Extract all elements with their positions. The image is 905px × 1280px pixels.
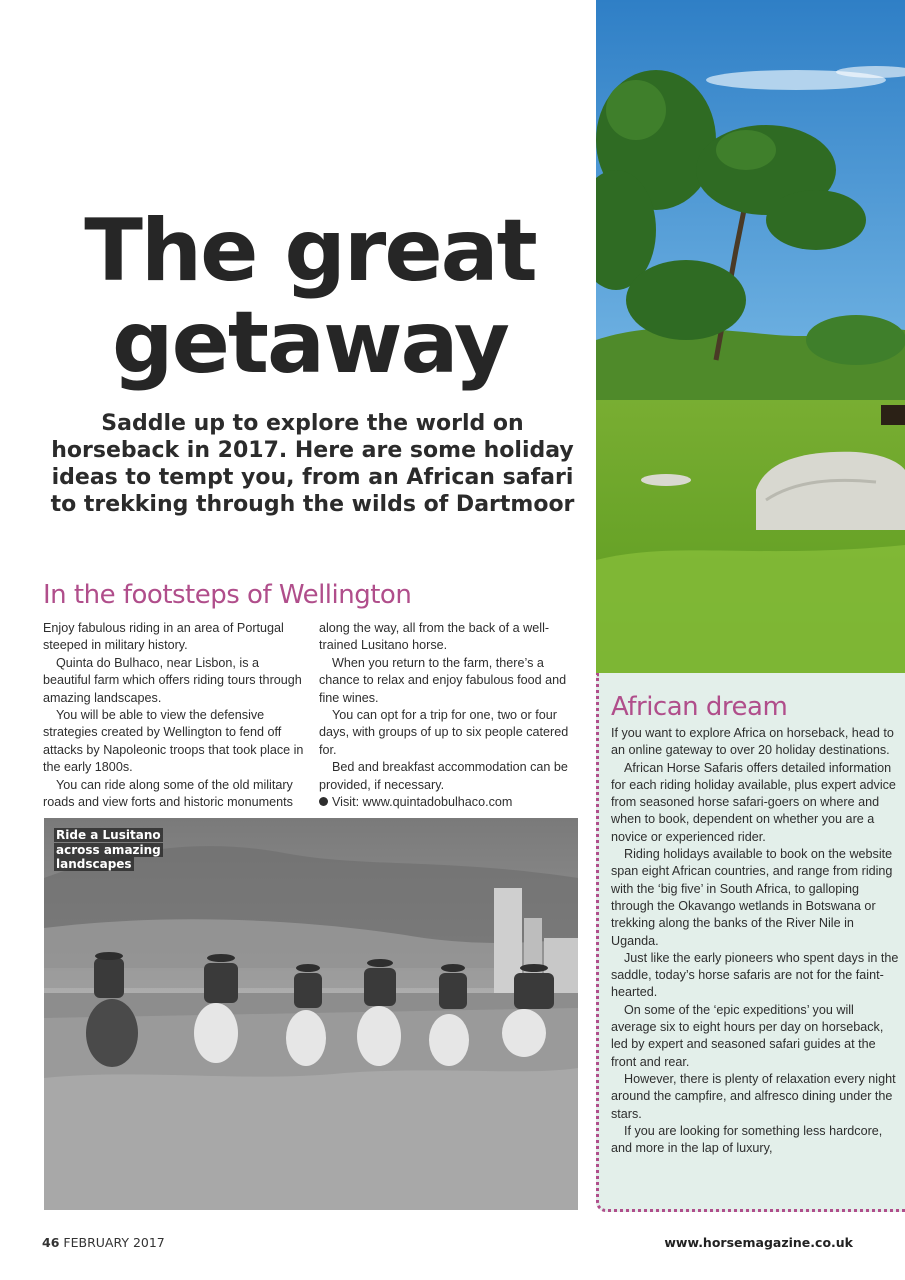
paragraph: Just like the early pioneers who spent days in the saddle, today’s horse safaris are not for the faint-hearted.	[611, 950, 899, 1000]
paragraph: If you are looking for something less hardcore, and more in the lap of luxury,	[611, 1123, 883, 1156]
website-link[interactable]: www.horsemagazine.co.uk	[664, 1235, 853, 1250]
riders-photo-illustration	[44, 818, 578, 1210]
headline-line1: The great	[84, 201, 536, 301]
bullet-icon	[319, 797, 328, 806]
issue-date: FEBRUARY 2017	[63, 1235, 165, 1250]
paragraph: Riding holidays available to book on the website span eight African countries, and range from riding with the ‘big five’ in South Africa, to galloping through the Okavango wetlands in Botswana or trekking along the banks of the River Nile in Uganda.	[611, 847, 893, 948]
standfirst: Saddle up to explore the world on horseback in 2017. Here are some holiday ideas to tempt you, from an African safari to trekking through the wilds of Dartmoor	[50, 411, 575, 517]
paragraph: Bed and breakfast accommodation can be provided, if necessary.	[319, 760, 568, 792]
wellington-heading: In the footsteps of Wellington	[43, 580, 412, 610]
paragraph: However, there is plenty of relaxation every night around the campfire, and alfresco dining under the stars.	[611, 1071, 896, 1121]
caption-line: landscapes	[56, 857, 132, 871]
folio	[42, 1235, 165, 1250]
riders-photo	[44, 818, 578, 1210]
caption-line: across amazing	[56, 842, 161, 857]
paragraph: On some of the ‘epic expeditions’ you will average six to eight hours per day on horseback, led by expert and seasoned safari guides at the front and rear.	[611, 1002, 884, 1069]
paragraph: When you return to the farm, there’s a chance to relax and enjoy fabulous food and fine wines.	[319, 655, 567, 705]
paragraph: You will be able to view the defensive strategies created by Wellington to fend off attacks by Napoleonic troops that took place in the early 1800s.	[43, 708, 304, 775]
paragraph: Enjoy fabulous riding in an area of Portugal steeped in military history.	[43, 621, 284, 653]
paragraph: Quinta do Bulhaco, near Lisbon, is a beautiful farm which offers riding tours through amazing landscapes.	[43, 655, 302, 705]
headline-line2: getaway	[112, 293, 508, 393]
african-dream-heading: African dream	[611, 692, 788, 722]
visit-line	[319, 794, 579, 811]
headline	[40, 201, 580, 393]
visit-link[interactable]: Visit: www.quintadobulhaco.com	[332, 795, 513, 810]
page-number: 46	[42, 1235, 60, 1250]
wellington-column-1	[43, 620, 305, 811]
paragraph: If you want to explore Africa on horseback, head to an online gateway to over 20 holiday destinations.	[611, 726, 894, 758]
photo-caption	[54, 828, 163, 872]
paragraph: along the way, all from the back of a well-trained Lusitano horse.	[319, 621, 550, 653]
paragraph: You can ride along some of the old military roads and view forts and historic monuments	[43, 777, 293, 810]
paragraph: African Horse Safaris offers detailed information for each riding holiday available, plus expert advice from seasoned horse safari-goers on where and when to book, dependent on whether you are a novice or experienced rider.	[611, 760, 896, 844]
african-dream-text	[611, 725, 901, 1157]
africa-landscape-photo	[596, 0, 905, 673]
wellington-column-2	[319, 620, 579, 811]
paragraph: You can opt for a trip for one, two or four days, with groups of up to six people catered for.	[319, 708, 569, 757]
africa-landscape-illustration	[596, 0, 905, 673]
caption-line: Ride a Lusitano	[56, 828, 161, 842]
